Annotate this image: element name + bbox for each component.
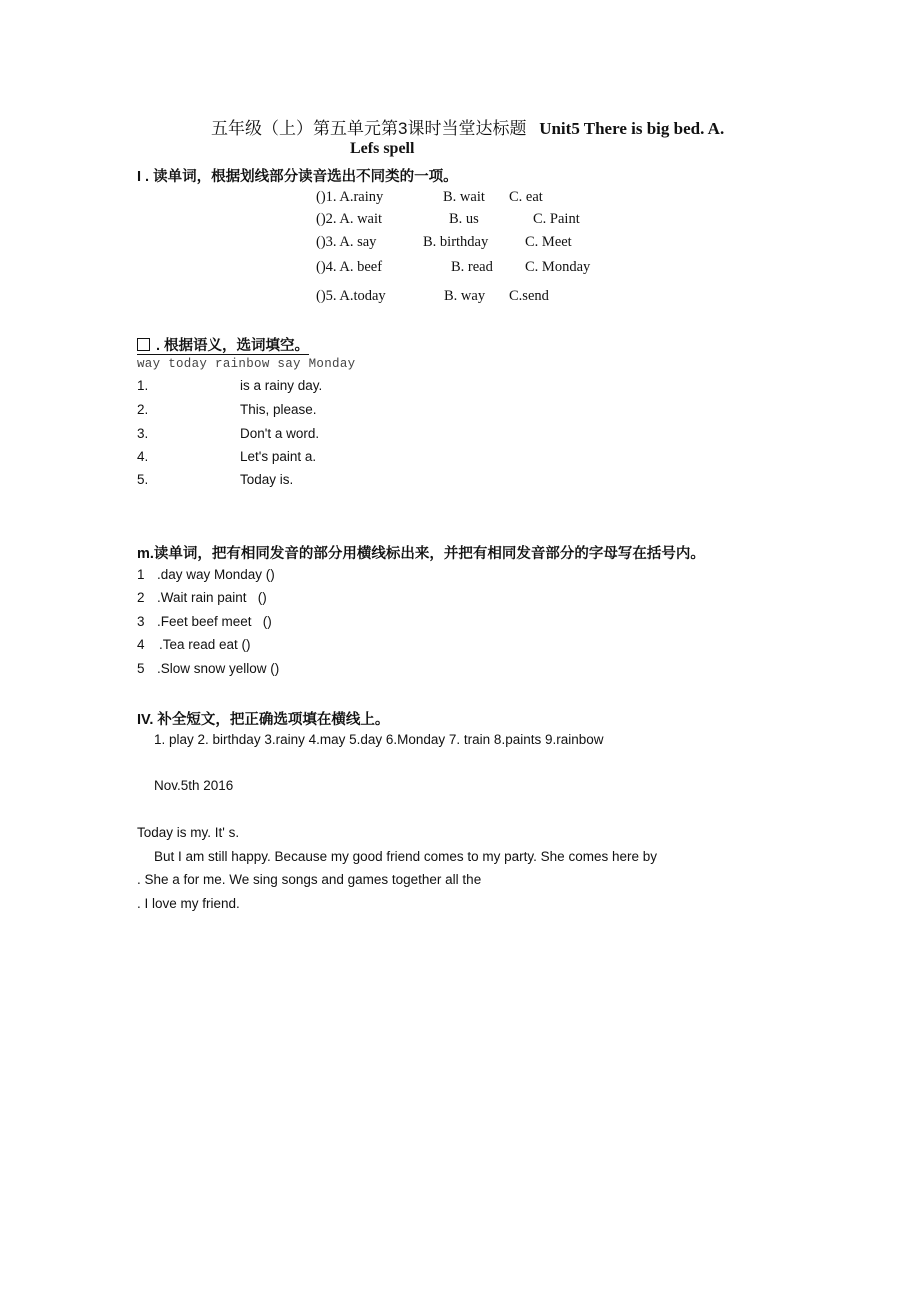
section2-heading xyxy=(137,334,309,355)
s3-num-2: 2 xyxy=(137,590,145,605)
item-option-b: B. wait xyxy=(443,189,485,205)
fill-text-1: is a rainy day. xyxy=(240,378,323,393)
fill-text-4: Let's paint a. xyxy=(240,449,317,464)
item-option-c: C. Paint xyxy=(533,211,580,227)
s3-text-4: .Tea read eat () xyxy=(159,637,251,652)
s3-text-1: .day way Monday () xyxy=(157,567,275,582)
checkbox-square-icon xyxy=(137,338,150,351)
item-option-c: C.send xyxy=(509,288,549,304)
passage-line-4: . I love my friend. xyxy=(137,896,240,911)
item-option-b: B. birthday xyxy=(423,234,489,250)
item-option-b: B. us xyxy=(449,211,479,227)
s3-num-1: 1 xyxy=(137,567,145,582)
title-cn: 五年级（上）第五单元第3课时当堂达标题 xyxy=(211,119,527,138)
title-subline: Lefs spell xyxy=(350,140,415,157)
s3-text-5: .Slow snow yellow () xyxy=(157,661,280,676)
item-option-a: ()1. A.rainy xyxy=(316,189,384,205)
fill-text-3: Don't a word. xyxy=(240,426,320,441)
section3-heading: m.读单词，把有相同发音的部分用横线标出来，并把有相同发音部分的字母写在括号内。 xyxy=(137,546,705,562)
item-option-b: B. read xyxy=(451,259,493,275)
fill-num-2: 2. xyxy=(137,402,149,417)
section1-item-5 xyxy=(316,288,386,305)
fill-text-5: Today is. xyxy=(240,472,294,487)
fill-text-2: This, please. xyxy=(240,402,317,417)
title-en: Unit5 There is big bed. A. xyxy=(539,119,725,138)
section4-heading: IV. 补全短文，把正确选项填在横线上。 xyxy=(137,712,390,728)
s3-num-5: 5 xyxy=(137,661,145,676)
item-option-a: ()3. A. say xyxy=(316,234,377,250)
item-option-a: ()4. A. beef xyxy=(316,259,383,275)
options-list: 1. play 2. birthday 3.rainy 4.may 5.day 6.Monday 7. train 8.paints 9.rainbow xyxy=(154,732,604,747)
s3-num-3: 3 xyxy=(137,614,145,629)
page-title xyxy=(211,114,724,139)
item-option-a: ()5. A.today xyxy=(316,288,386,304)
item-option-b: B. way xyxy=(444,288,486,304)
passage-line-1: Today is my. It' s. xyxy=(137,825,240,840)
item-option-c: C. eat xyxy=(509,189,543,205)
word-bank: way today rainbow say Monday xyxy=(137,357,356,371)
s3-num-4: 4 xyxy=(137,637,145,652)
item-option-c: C. Meet xyxy=(525,234,572,250)
section1-item-4 xyxy=(316,259,382,276)
fill-num-4: 4. xyxy=(137,449,149,464)
item-option-a: ()2. A. wait xyxy=(316,211,383,227)
section1-heading: I . 读单词，根据划线部分读音选出不同类的一项。 xyxy=(137,169,458,185)
item-option-c: C. Monday xyxy=(525,259,591,275)
s3-text-3: .Feet beef meet () xyxy=(157,614,272,629)
fill-num-1: 1. xyxy=(137,378,149,393)
passage-date: Nov.5th 2016 xyxy=(154,778,234,793)
section1-item-3 xyxy=(316,234,376,251)
passage-line-2: But I am still happy. Because my good friend comes to my party. She comes here by xyxy=(154,849,657,864)
fill-num-3: 3. xyxy=(137,426,149,441)
s3-text-2: .Wait rain paint () xyxy=(157,590,267,605)
section1-item-2 xyxy=(316,211,382,228)
passage-line-3: . She a for me. We sing songs and games together all the xyxy=(137,872,482,887)
section1-item-1 xyxy=(316,189,383,206)
section2-heading-text: . 根据语义，选词填空。 xyxy=(156,338,310,354)
fill-num-5: 5. xyxy=(137,472,149,487)
